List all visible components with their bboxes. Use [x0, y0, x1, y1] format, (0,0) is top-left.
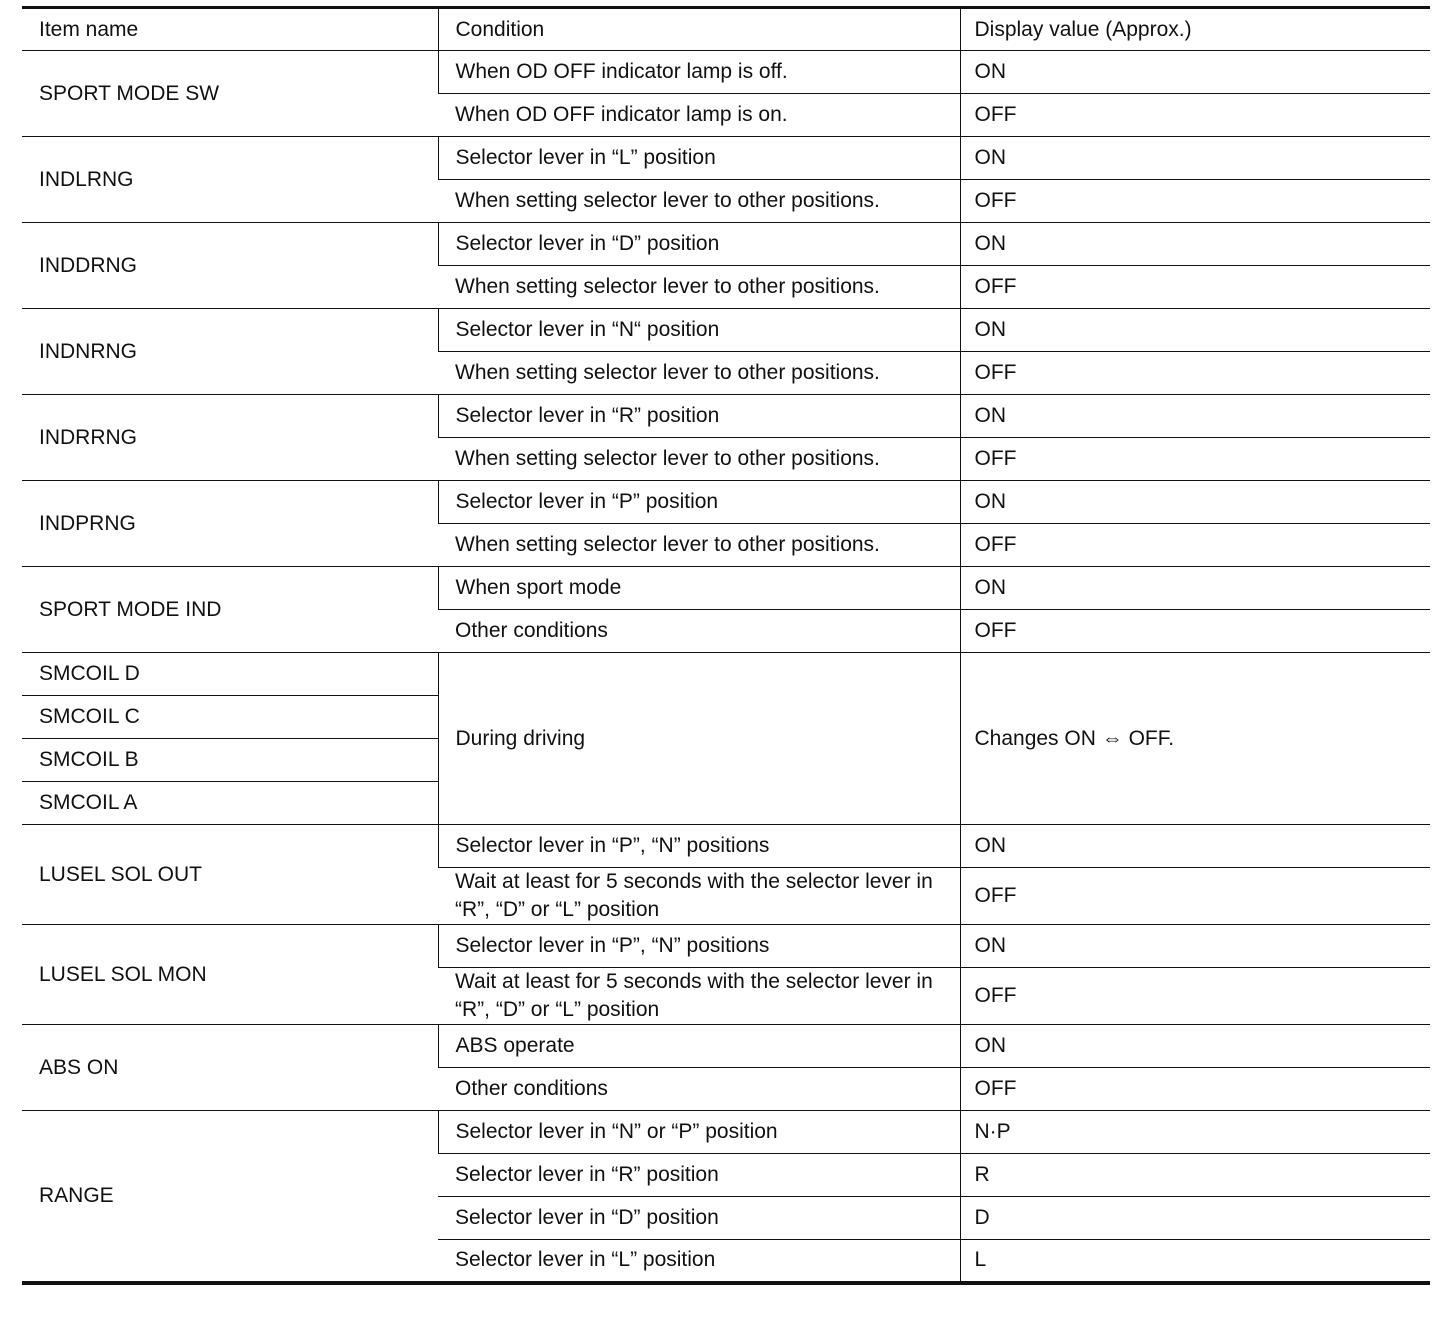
item-name-cell: LUSEL SOL OUT: [22, 825, 438, 925]
condition-cell: When setting selector lever to other positions.: [438, 524, 960, 567]
table-row: [22, 567, 1430, 610]
condition-cell: When setting selector lever to other positions.: [438, 180, 960, 223]
value-cell: ON: [960, 481, 1430, 524]
table-row: [22, 481, 1430, 524]
item-name-cell: INDLRNG: [22, 137, 438, 223]
item-name-cell: SPORT MODE IND: [22, 567, 438, 653]
value-cell: D: [960, 1197, 1430, 1240]
header-condition: Condition: [438, 8, 960, 51]
value-cell: ON: [960, 223, 1430, 266]
value-cell: OFF: [960, 180, 1430, 223]
table-row: [22, 1111, 1430, 1154]
value-cell: OFF: [960, 1068, 1430, 1111]
condition-cell: Other conditions: [438, 610, 960, 653]
display-value-table: [22, 6, 1430, 1285]
header-row: [22, 8, 1430, 51]
header-display-value: Display value (Approx.): [960, 8, 1430, 51]
value-cell: ON: [960, 1025, 1430, 1068]
condition-cell: When setting selector lever to other positions.: [438, 266, 960, 309]
condition-cell: When setting selector lever to other positions.: [438, 438, 960, 481]
value-cell: OFF: [960, 266, 1430, 309]
item-name-cell: SMCOIL C: [22, 696, 438, 739]
condition-cell: When OD OFF indicator lamp is off.: [438, 51, 960, 94]
value-cell: ON: [960, 309, 1430, 352]
condition-cell: Other conditions: [438, 1068, 960, 1111]
condition-cell: Selector lever in “N” or “P” position: [438, 1111, 960, 1154]
value-cell: ON: [960, 825, 1430, 868]
condition-cell: Selector lever in “L” position: [438, 137, 960, 180]
value-cell: OFF: [960, 438, 1430, 481]
value-cell: OFF: [960, 524, 1430, 567]
table-row: [22, 653, 1430, 696]
value-cell: ON: [960, 51, 1430, 94]
condition-cell: During driving: [438, 653, 960, 825]
table-row: [22, 395, 1430, 438]
condition-cell: Selector lever in “P”, “N” positions: [438, 825, 960, 868]
item-name-cell: ABS ON: [22, 1025, 438, 1111]
item-name-cell: SMCOIL D: [22, 653, 438, 696]
value-cell: L: [960, 1240, 1430, 1283]
item-name-cell: INDNRNG: [22, 309, 438, 395]
item-name-cell: LUSEL SOL MON: [22, 925, 438, 1025]
item-name-cell: SPORT MODE SW: [22, 51, 438, 137]
item-name-cell: RANGE: [22, 1111, 438, 1283]
condition-cell: When sport mode: [438, 567, 960, 610]
condition-cell: Wait at least for 5 seconds with the selector lever in “R”, “D” or “L” position: [438, 968, 960, 1025]
table-row: [22, 1025, 1430, 1068]
value-cell: OFF: [960, 352, 1430, 395]
table-row: [22, 825, 1430, 868]
item-name-cell: SMCOIL B: [22, 739, 438, 782]
condition-cell: Selector lever in “R” position: [438, 1154, 960, 1197]
condition-cell: Selector lever in “N“ position: [438, 309, 960, 352]
value-cell: Changes ON ⇔ OFF.: [960, 653, 1430, 825]
condition-cell: Wait at least for 5 seconds with the selector lever in “R”, “D” or “L” position: [438, 868, 960, 925]
condition-cell: Selector lever in “L” position: [438, 1240, 960, 1283]
table-row: [22, 309, 1430, 352]
table-row: [22, 223, 1430, 266]
value-cell: OFF: [960, 868, 1430, 925]
table-row: [22, 925, 1430, 968]
value-cell: ON: [960, 925, 1430, 968]
value-cell: N·P: [960, 1111, 1430, 1154]
item-name-cell: INDPRNG: [22, 481, 438, 567]
item-name-cell: INDRRNG: [22, 395, 438, 481]
header-item-name: Item name: [22, 8, 438, 51]
item-name-cell: INDDRNG: [22, 223, 438, 309]
table-row: [22, 51, 1430, 94]
condition-cell: When OD OFF indicator lamp is on.: [438, 94, 960, 137]
value-cell: OFF: [960, 94, 1430, 137]
value-cell: OFF: [960, 610, 1430, 653]
condition-cell: Selector lever in “D” position: [438, 223, 960, 266]
value-cell: ON: [960, 137, 1430, 180]
value-cell: ON: [960, 567, 1430, 610]
condition-cell: Selector lever in “P”, “N” positions: [438, 925, 960, 968]
value-cell: ON: [960, 395, 1430, 438]
condition-cell: Selector lever in “D” position: [438, 1197, 960, 1240]
condition-cell: Selector lever in “P” position: [438, 481, 960, 524]
table-row: [22, 137, 1430, 180]
value-cell: OFF: [960, 968, 1430, 1025]
item-name-cell: SMCOIL A: [22, 782, 438, 825]
condition-cell: When setting selector lever to other positions.: [438, 352, 960, 395]
value-cell: R: [960, 1154, 1430, 1197]
condition-cell: ABS operate: [438, 1025, 960, 1068]
condition-cell: Selector lever in “R” position: [438, 395, 960, 438]
